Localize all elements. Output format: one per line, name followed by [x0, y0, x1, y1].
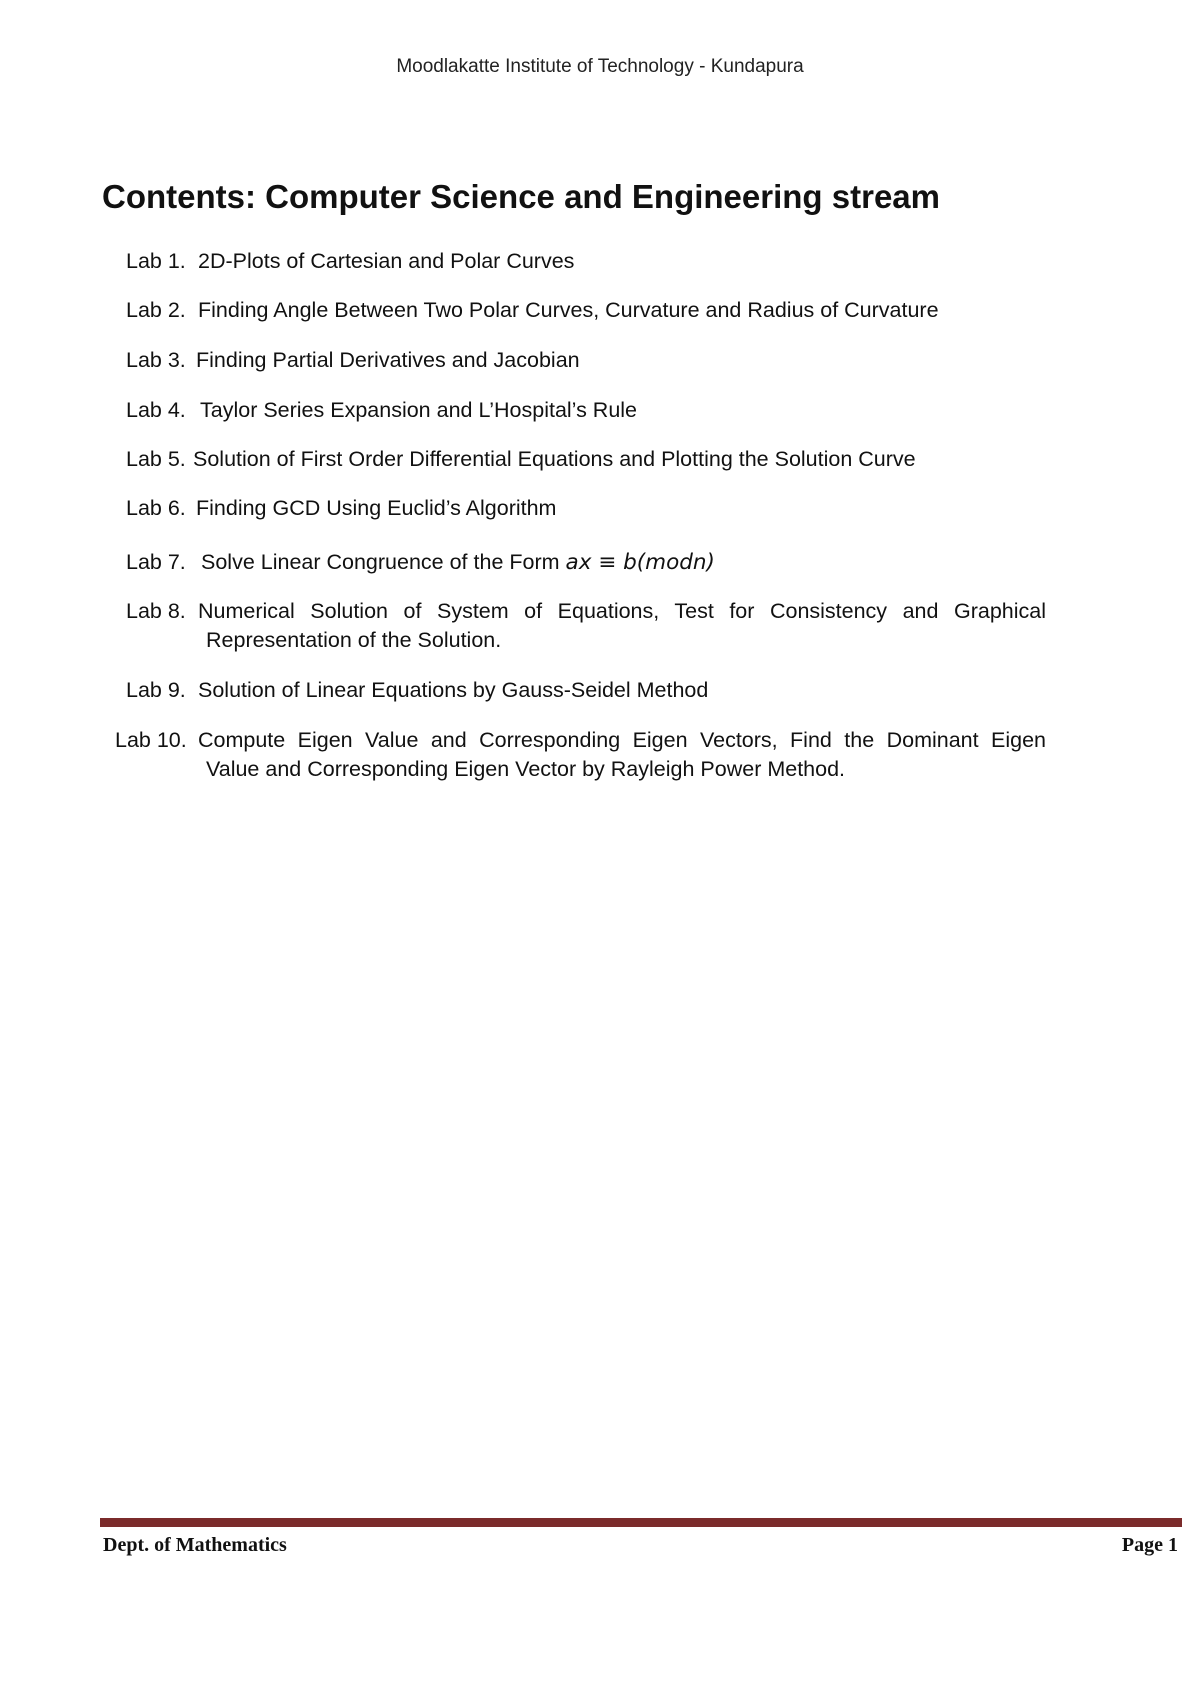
lab-number: Lab 2.	[126, 298, 186, 322]
lab-title: Numerical Solution of System of Equations, Test for Consistency and Graphical	[198, 599, 1046, 623]
lab-title-text: Solve Linear Congruence of the Form	[201, 550, 560, 574]
lab-title: Solution of Linear Equations by Gauss-Seidel Method	[198, 678, 709, 702]
lab-number: Lab 4.	[126, 398, 186, 422]
lab-number: Lab 9.	[126, 678, 186, 702]
page-header: Moodlakatte Institute of Technology - Kundapura	[396, 56, 804, 77]
lab-title: 2D-Plots of Cartesian and Polar Curves	[198, 249, 575, 273]
page-number: Page 1	[1121, 1534, 1178, 1556]
lab-title-continuation: Value and Corresponding Eigen Vector by Rayleigh Power Method.	[206, 757, 846, 781]
lab-title: Finding Angle Between Two Polar Curves, Curvature and Radius of Curvature	[198, 298, 939, 322]
lab-title-continuation: Representation of the Solution.	[206, 628, 502, 652]
lab-title: Finding Partial Derivatives and Jacobian	[196, 348, 580, 372]
lab-number: Lab 10.	[115, 728, 187, 752]
congruence-formula: ax ≡ b(modn)	[565, 550, 715, 575]
lab-title: Solution of First Order Differential Equations and Plotting the Solution Curve	[193, 447, 916, 471]
lab-title: Taylor Series Expansion and L’Hospital’s Rule	[200, 398, 638, 422]
contents-title: Contents: Computer Science and Engineering stream	[102, 178, 940, 215]
footer-department: Dept. of Mathematics	[103, 1534, 287, 1556]
lab-number: Lab 1.	[126, 249, 186, 273]
lab-title	[201, 548, 715, 577]
lab-title: Finding GCD Using Euclid’s Algorithm	[196, 496, 557, 520]
footer-divider	[100, 1518, 1182, 1527]
lab-number: Lab 8.	[126, 599, 186, 623]
lab-number: Lab 5.	[126, 447, 186, 471]
lab-number: Lab 3.	[126, 348, 186, 372]
lab-number: Lab 6.	[126, 496, 186, 520]
lab-number: Lab 7.	[126, 550, 186, 574]
lab-title: Compute Eigen Value and Corresponding Eigen Vectors, Find the Dominant Eigen	[198, 728, 1046, 752]
